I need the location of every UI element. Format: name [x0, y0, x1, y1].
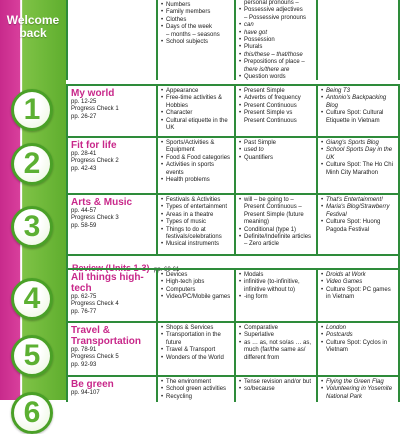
cell-unit: All things high-tech pp. 62-75 Progress Check 4 pp. 76-77: [66, 270, 156, 323]
unit-1-badge: 1: [11, 89, 53, 131]
table-row-unit-5: [66, 321, 400, 377]
cell-unit: [66, 0, 156, 80]
table-row-unit-3: [66, 193, 400, 254]
cell-unit: Travel & Transportation pp. 78-91 Progress Check 5 pp. 92-93: [66, 323, 156, 377]
cell-grammar: • will – be going to – Present Continuous – Present Simple (future meaning) • Conditional (type 1) • Definite/Indefinite articles – Zero article: [234, 195, 316, 254]
review-pages: pp. 60-61: [153, 267, 180, 273]
cell-vocabulary: [156, 0, 234, 80]
unit-6-badge: 6: [11, 392, 53, 434]
table-row-welcome: [66, 0, 400, 80]
cell-reading: • London • Postcards • Culture Spot: Cyclos in Vietnam: [316, 323, 400, 377]
unit-2-badge: 2: [11, 143, 53, 185]
cell-grammar: • Tense revision and/or but • so/because: [234, 377, 316, 402]
cell-grammar: • Past Simple • used to • Quantifiers: [234, 138, 316, 193]
cell-unit: Be green pp. 94-107: [66, 377, 156, 402]
unit-title: Fit for life: [71, 140, 117, 151]
vocabulary-list: • Numbers • Family members • Clothes • Days of the week – months – seasons • School subjects: [161, 2, 231, 46]
cell-reading: • Being T3 • Antonio's Backpacking Blog • Culture Spot: Cultural Etiquette in Vietnam: [316, 86, 400, 138]
unit-title: Travel & Transportation: [71, 325, 142, 347]
cell-reading: [316, 0, 400, 80]
unit-title: All things high-tech: [71, 272, 144, 294]
grammar-list: personal pronouns – • Possessive adjectives – Possessive pronouns • can • have got • Possession • Plurals • this/these – that/those • Prepositions of place – there is/there are • Question words: [239, 0, 313, 81]
review-title: Review (Units 1-3): [72, 263, 150, 273]
cell-vocabulary: • Shops & Services • Transportation in the future • Travel & Transport • Wonders of the World: [156, 323, 234, 377]
sidebar: [0, 0, 66, 429]
unit-3-badge: 3: [11, 206, 53, 248]
unit-5-badge: 5: [11, 335, 53, 377]
unit-4-badge: 4: [11, 278, 53, 320]
table-row-unit-4: [66, 268, 400, 323]
cell-vocabulary: • Sports/Activities & Equipment • Food & Food categories • Activities in sports events • Health problems: [156, 138, 234, 193]
syllabus-table: [66, 0, 400, 400]
unit-title: Arts & Music: [71, 197, 133, 208]
cell-reading: • Droids at Work • Video Games • Culture Spot: PC games in Vietnam: [316, 270, 400, 323]
unit-title: Be green: [71, 379, 114, 390]
cell-vocabulary: • Appearance • Free-time activities & Hobbies • Character • Cultural etiquette in the UK: [156, 86, 234, 138]
welcome-back-label: Welcome back: [6, 13, 60, 40]
cell-reading: • Flying the Green Flag • Volunteering in Yosemite National Park: [316, 377, 400, 402]
cell-unit: Arts & Music pp. 44-57 Progress Check 3 pp. 58-59: [66, 195, 156, 254]
cell-reading: • That's Entertainment! • Maria's Blog/Strawberry Festival • Culture Spot: Huong Pagoda Festival: [316, 195, 400, 254]
table-row-unit-2: [66, 136, 400, 193]
cell-unit: Fit for life pp. 28-41 Progress Check 2 pp. 42-43: [66, 138, 156, 193]
cell-grammar: • Modals • infinitive (to-infinitive, infinitive without to) • -ing form: [234, 270, 316, 323]
cell-grammar: [234, 0, 316, 80]
table-row-unit-6: [66, 375, 400, 402]
cell-vocabulary: • The environment • School green activities • Recycling: [156, 377, 234, 402]
cell-grammar: • Present Simple • Adverbs of frequency • Present Continuous • Present Simple vs Present Continuous: [234, 86, 316, 138]
cell-grammar: • Comparative • Superlative • as … as, not so/as … as, much (far/the same as/ different from: [234, 323, 316, 377]
cell-reading: • Giang's Sports Blog • School Sports Day in the UK • Culture Spot: The Ho Chi Minh City Marathon: [316, 138, 400, 193]
cell-unit: My world pp. 12-25 Progress Check 1 pp. 26-27: [66, 86, 156, 138]
table-row-unit-1: [66, 84, 400, 138]
cell-vocabulary: • Devices • High-tech jobs • Computers • Video/PC/Mobile games: [156, 270, 234, 323]
cell-vocabulary: • Festivals & Activities • Types of entertainment • Areas in a theatre • Types of music • Things to do at festivals/celebrations • Musical instruments: [156, 195, 234, 254]
unit-title: My world: [71, 88, 115, 99]
